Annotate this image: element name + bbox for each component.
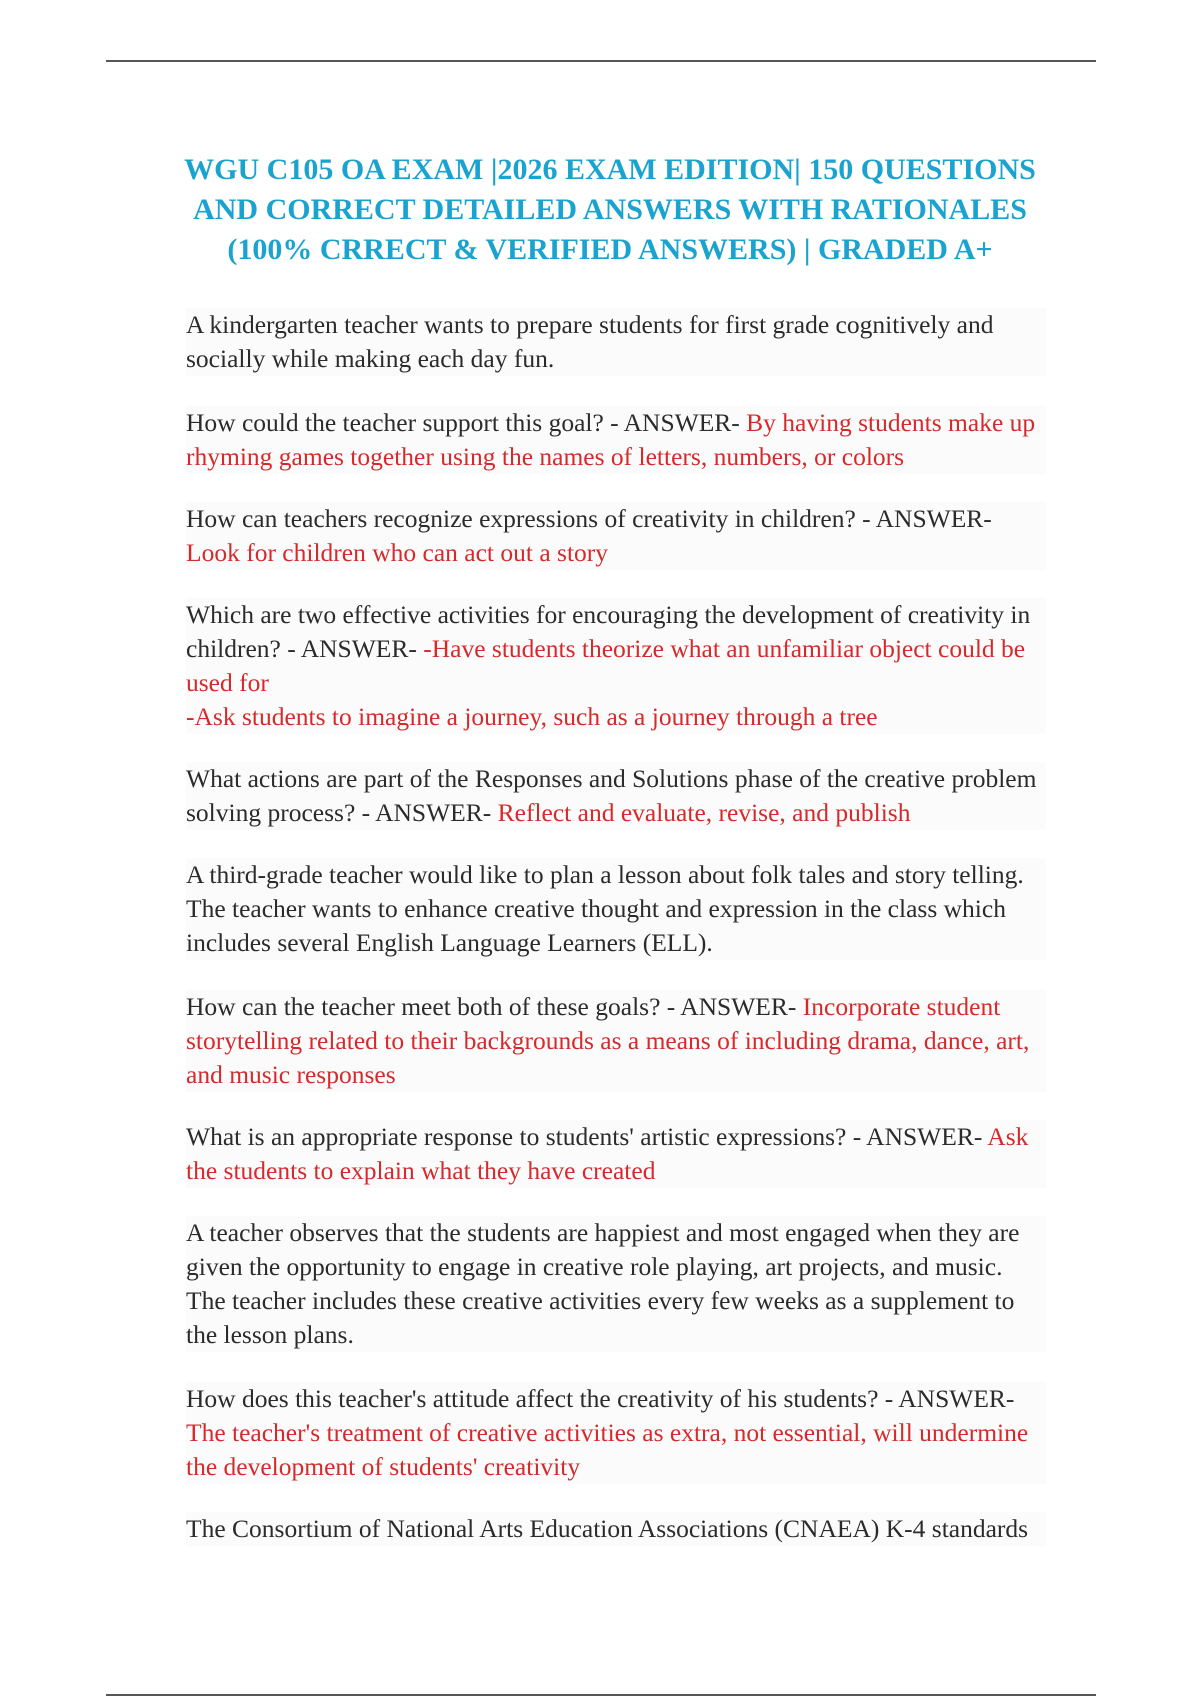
question-text: Which are two effective activities for encouraging the development of creativity in children? - ANSWER- <box>186 600 1031 663</box>
question-answer-item <box>186 406 1046 474</box>
context-text: The Consortium of National Arts Education Associations (CNAEA) K-4 standards <box>186 1514 1029 1543</box>
question-answer-item <box>186 598 1046 734</box>
context-paragraph <box>186 1512 1046 1546</box>
title-line-1: WGU C105 OA EXAM |2026 EXAM EDITION| 150 QUESTIONS <box>184 153 1036 186</box>
question-answer-item <box>186 502 1046 570</box>
context-text: A third-grade teacher would like to plan a lesson about folk tales and story telling. The teacher wants to enhance creative thought and expression in the class which includes several English Language Learners (ELL). <box>186 860 1024 957</box>
answer-text: Reflect and evaluate, revise, and publish <box>497 798 911 827</box>
answer-text: Ask the students to explain what they have created <box>186 1122 1029 1185</box>
question-text: How can the teacher meet both of these goals? - ANSWER- <box>186 992 803 1021</box>
context-paragraph <box>186 1216 1046 1352</box>
question-text: How does this teacher's attitude affect the creativity of his students? - ANSWER- <box>186 1384 1015 1413</box>
answer-text: The teacher's treatment of creative activities as extra, not essential, will undermine the development of students' creativity <box>186 1418 1029 1481</box>
answer-text: Look for children who can act out a story <box>186 538 609 567</box>
answer-text-second-line: -Ask students to imagine a journey, such as a journey through a tree <box>186 702 878 731</box>
top-divider <box>106 60 1096 62</box>
question-answer-item <box>186 990 1046 1092</box>
context-text: A teacher observes that the students are happiest and most engaged when they are given the opportunity to engage in creative role playing, art projects, and music. The teacher includes these creative activities every few weeks as a supplement to the lesson plans. <box>186 1218 1020 1349</box>
question-text: How could the teacher support this goal? - ANSWER- <box>186 408 747 437</box>
document-title <box>150 150 1070 270</box>
document-body <box>186 308 1046 1576</box>
answer-text: -Have students theorize what an unfamiliar object could be used for <box>186 634 1026 697</box>
question-text: How can teachers recognize expressions of creativity in children? - ANSWER- <box>186 504 992 533</box>
question-answer-item <box>186 762 1046 830</box>
title-line-3: (100% CRRECT & VERIFIED ANSWERS) | GRADED A+ <box>227 233 993 266</box>
question-text: What is an appropriate response to students' artistic expressions? - ANSWER- <box>186 1122 988 1151</box>
question-text: What actions are part of the Responses and Solutions phase of the creative problem solving process? - ANSWER- <box>186 764 1037 827</box>
answer-text: Incorporate student storytelling related to their backgrounds as a means of including drama, dance, art, and music responses <box>186 992 1030 1089</box>
question-answer-item <box>186 1382 1046 1484</box>
context-paragraph <box>186 858 1046 960</box>
question-answer-item <box>186 1120 1046 1188</box>
bottom-divider <box>106 1694 1096 1696</box>
title-line-2: AND CORRECT DETAILED ANSWERS WITH RATIONALES <box>193 193 1027 226</box>
context-paragraph <box>186 308 1046 376</box>
context-text: A kindergarten teacher wants to prepare students for first grade cognitively and socially while making each day fun. <box>186 310 994 373</box>
answer-text: By having students make up rhyming games together using the names of letters, numbers, or colors <box>186 408 1036 471</box>
